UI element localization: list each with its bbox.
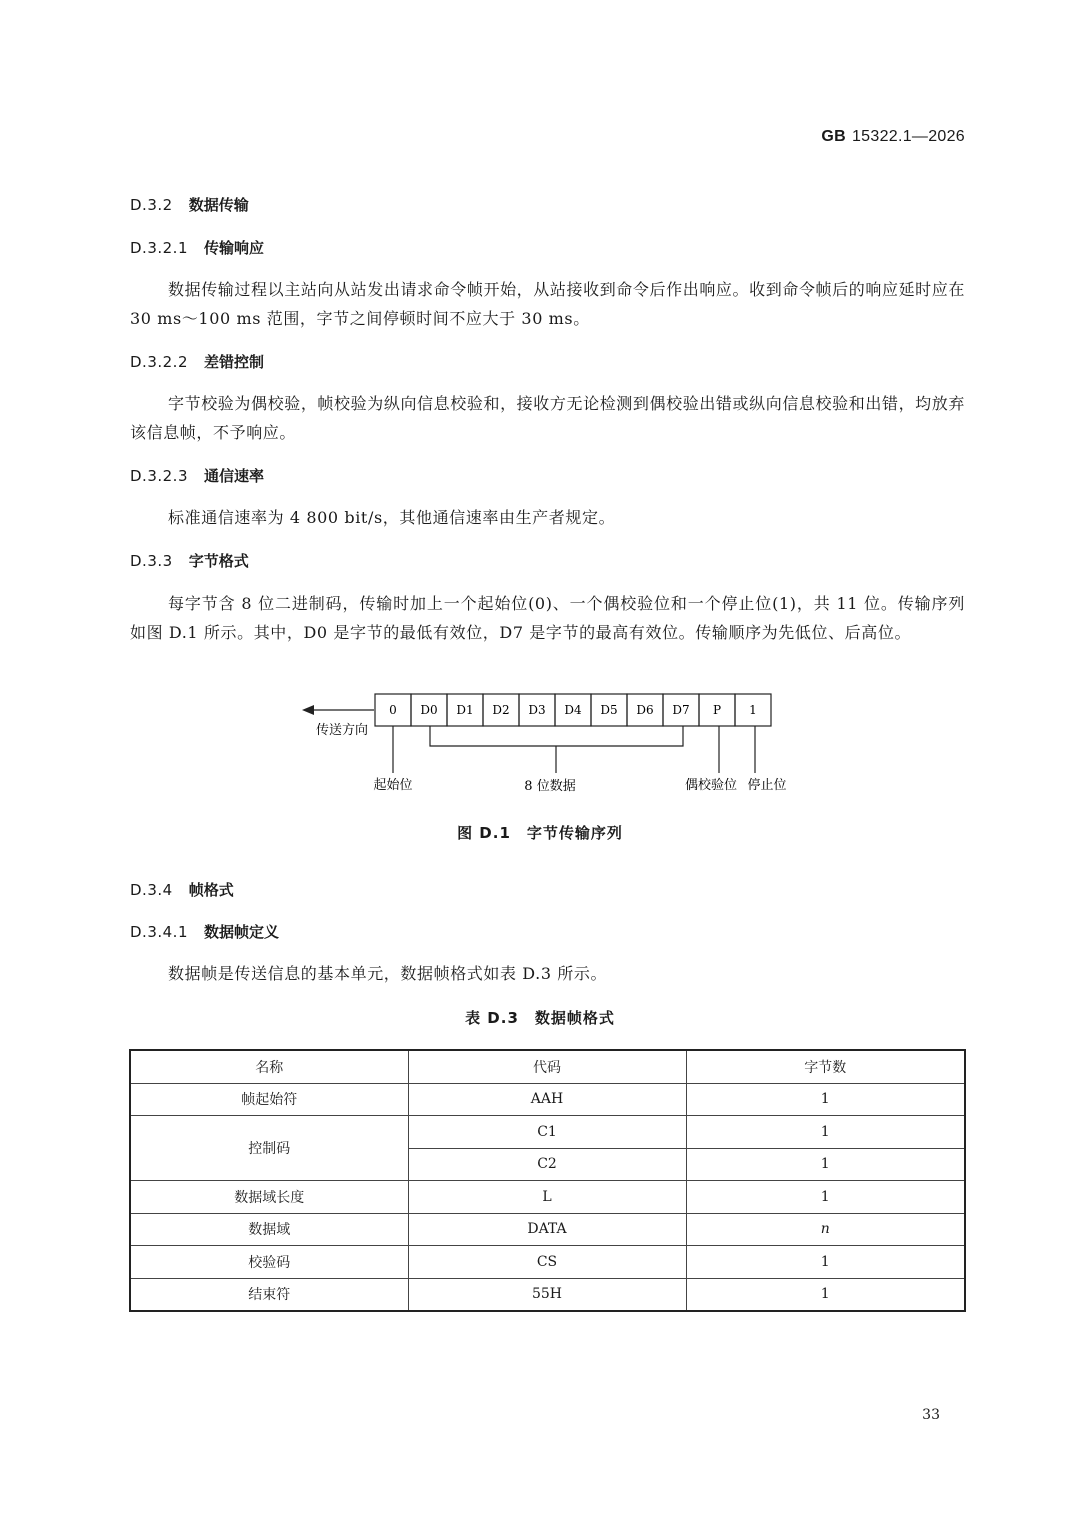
heading-number: D.3.2.1 bbox=[130, 239, 188, 257]
cell-name: 数据域长度 bbox=[130, 1181, 408, 1214]
standard-code: 15322.1—2026 bbox=[851, 128, 965, 145]
bit-cell-label: 1 bbox=[749, 703, 757, 717]
heading-number: D.3.2 bbox=[130, 196, 173, 214]
data-bits-label: 8 位数据 bbox=[524, 779, 576, 794]
header-name: 名称 bbox=[130, 1050, 408, 1083]
heading-number: D.3.2.3 bbox=[130, 467, 188, 485]
table-caption-title: 数据帧格式 bbox=[534, 1009, 615, 1027]
bit-cell-label: D3 bbox=[528, 703, 546, 717]
heading-number: D.3.4.1 bbox=[130, 923, 188, 941]
table-row bbox=[130, 1116, 965, 1149]
heading-number: D.3.2.2 bbox=[130, 353, 188, 371]
standard-number bbox=[821, 128, 965, 146]
parity-bit-label: 偶校验位 bbox=[684, 778, 738, 793]
cell-code: AAH bbox=[408, 1083, 686, 1116]
heading-d321 bbox=[130, 237, 264, 258]
paragraph-d321: 数据传输过程以主站向从站发出请求命令帧开始，从站接收到命令后作出响应。收到命令帧后的响应延时应在 30 ms～100 ms 范围，字节之间停顿时间不应大于 30 ms。 bbox=[130, 280, 965, 328]
table-row bbox=[130, 1246, 965, 1279]
cell-code: C1 bbox=[408, 1116, 686, 1149]
table-caption bbox=[0, 1007, 1080, 1028]
data-bits-bracket bbox=[430, 726, 683, 746]
bit-cell-label: D5 bbox=[600, 703, 618, 717]
table-caption-number: 表 D.3 bbox=[465, 1009, 519, 1027]
header-bytes: 字节数 bbox=[686, 1050, 965, 1083]
cell-bytes: 1 bbox=[686, 1148, 965, 1181]
paragraph-d323: 标准通信速率为 4 800 bit/s，其他通信速率由生产者规定。 bbox=[168, 508, 616, 527]
cell-bytes: 1 bbox=[686, 1083, 965, 1116]
cell-name: 控制码 bbox=[130, 1116, 408, 1181]
stop-bit-label: 停止位 bbox=[747, 778, 787, 793]
heading-title: 数据帧定义 bbox=[204, 923, 280, 941]
heading-d323 bbox=[130, 465, 264, 486]
table-header-row bbox=[130, 1050, 965, 1083]
heading-d33 bbox=[130, 550, 249, 571]
cell-code: CS bbox=[408, 1246, 686, 1279]
bit-cell-label: P bbox=[712, 703, 722, 717]
cell-code: L bbox=[408, 1181, 686, 1214]
heading-d32 bbox=[130, 194, 249, 215]
arrow-left-icon bbox=[302, 705, 314, 715]
paragraph-d341: 数据帧是传送信息的基本单元，数据帧格式如表 D.3 所示。 bbox=[168, 964, 608, 983]
figure-caption-number: 图 D.1 bbox=[457, 824, 511, 842]
heading-d341 bbox=[130, 921, 279, 942]
table-row bbox=[130, 1213, 965, 1246]
figure-caption bbox=[0, 822, 1080, 843]
heading-d34 bbox=[130, 879, 234, 900]
heading-title: 字节格式 bbox=[188, 552, 249, 570]
cell-name: 校验码 bbox=[130, 1246, 408, 1279]
bit-cells bbox=[375, 694, 771, 726]
cell-code: 55H bbox=[408, 1278, 686, 1311]
heading-title: 数据传输 bbox=[188, 196, 249, 214]
header-code: 代码 bbox=[408, 1050, 686, 1083]
paragraph-d33: 每字节含 8 位二进制码，传输时加上一个起始位(0)、一个偶校验位和一个停止位(1)，共 11 位。传输序列如图 D.1 所示。其中，D0 是字节的最低有效位，D7 是字节的最高有效位。传输顺序为先低位、后高位。 bbox=[130, 594, 965, 642]
standard-prefix: GB bbox=[821, 128, 846, 145]
heading-title: 传输响应 bbox=[204, 239, 265, 257]
bit-cell-label: D0 bbox=[420, 703, 438, 717]
heading-number: D.3.3 bbox=[130, 552, 173, 570]
heading-title: 差错控制 bbox=[204, 353, 265, 371]
bit-cell-label: D2 bbox=[492, 703, 510, 717]
cell-bytes: n bbox=[686, 1213, 965, 1246]
bit-cell-label: D1 bbox=[456, 703, 474, 717]
heading-number: D.3.4 bbox=[130, 881, 173, 899]
heading-title: 帧格式 bbox=[188, 881, 234, 899]
cell-bytes: 1 bbox=[686, 1278, 965, 1311]
cell-bytes: 1 bbox=[686, 1246, 965, 1279]
heading-d322 bbox=[130, 351, 264, 372]
cell-name: 结束符 bbox=[130, 1278, 408, 1311]
cell-bytes: 1 bbox=[686, 1116, 965, 1149]
bit-cell-label: D4 bbox=[564, 703, 582, 717]
table-row bbox=[130, 1278, 965, 1311]
cell-name: 帧起始符 bbox=[130, 1083, 408, 1116]
table-row bbox=[130, 1181, 965, 1214]
cell-code: DATA bbox=[408, 1213, 686, 1246]
heading-title: 通信速率 bbox=[204, 467, 265, 485]
paragraph-d322: 字节校验为偶校验，帧校验为纵向信息校验和，接收方无论检测到偶校验出错或纵向信息校验和出错，均放弃该信息帧，不予响应。 bbox=[130, 394, 965, 442]
direction-label: 传送方向 bbox=[315, 723, 369, 738]
table-row bbox=[130, 1083, 965, 1116]
figure-caption-title: 字节传输序列 bbox=[526, 824, 623, 842]
bit-cell-label: D7 bbox=[672, 703, 690, 717]
cell-bytes: 1 bbox=[686, 1181, 965, 1214]
data-frame-table bbox=[129, 1049, 966, 1312]
byte-sequence-figure bbox=[0, 680, 1080, 805]
bit-cell-label: 0 bbox=[389, 703, 397, 717]
bit-cell-label: D6 bbox=[636, 703, 654, 717]
cell-name: 数据域 bbox=[130, 1213, 408, 1246]
cell-code: C2 bbox=[408, 1148, 686, 1181]
page-number: 33 bbox=[922, 1407, 940, 1423]
start-bit-label: 起始位 bbox=[373, 778, 413, 793]
